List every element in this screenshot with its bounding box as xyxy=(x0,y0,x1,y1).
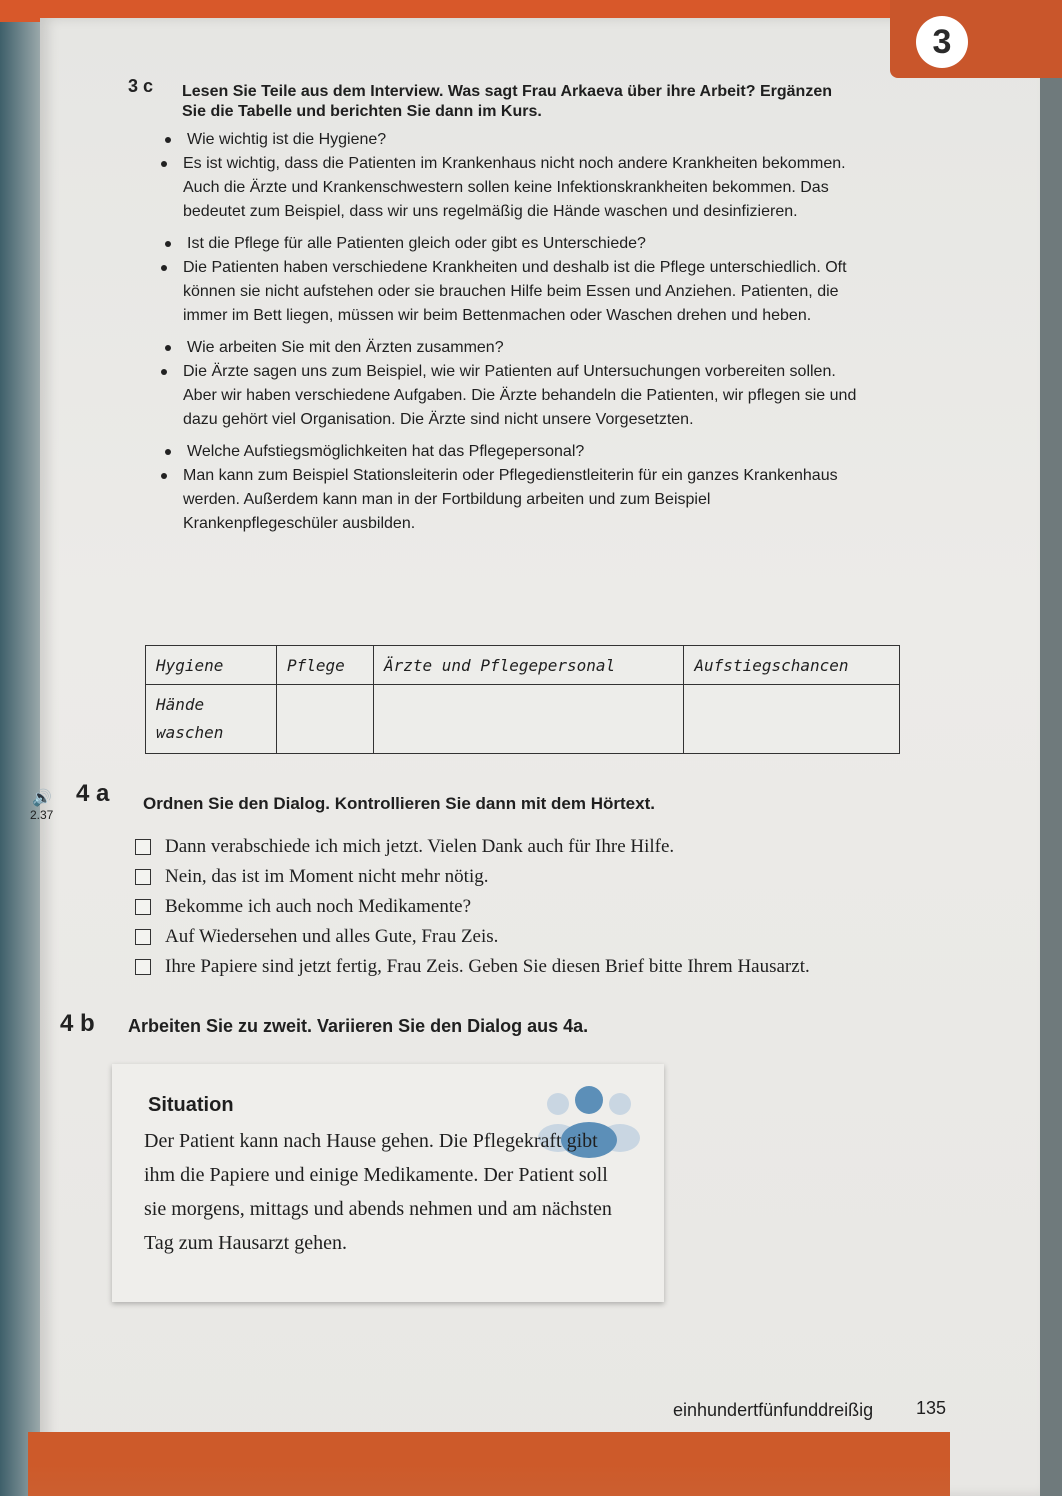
exercise-4a-number: 4 a xyxy=(76,780,110,807)
exercise-3c-instruction: Lesen Sie Teile aus dem Interview. Was sagt Frau Arkaeva über ihre Arbeit? Ergänzen Sie die Tabelle und berichten Sie dann im Kurs. xyxy=(182,83,832,120)
interview-item xyxy=(165,128,865,224)
dialog-list xyxy=(135,832,915,982)
table-header: Hygiene xyxy=(146,646,277,685)
situation-card xyxy=(112,1064,664,1302)
book-edge xyxy=(0,0,40,1496)
exercise-4a-instruction: Ordnen Sie den Dialog. Kontrollieren Sie dann mit dem Hörtext. xyxy=(143,794,655,813)
order-checkbox[interactable] xyxy=(135,959,151,975)
interview-answer: Man kann zum Beispiel Stationsleiterin oder Pflegedienstleiterin für ein ganzes Krankenhaus werden. Außerdem kann man in der Fortbildung arbeiten und zum Beispiel Krankenpflegeschüler ausbilden. xyxy=(161,464,865,536)
interview-list xyxy=(165,128,865,544)
situation-title: Situation xyxy=(148,1094,234,1116)
dialog-line xyxy=(135,862,915,892)
interview-answer: Die Ärzte sagen uns zum Beispiel, wie wir Patienten auf Untersuchungen vorbereiten sollen. Aber wir haben verschiedene Aufgaben. Die Ärzte behandeln die Patienten, wir pflegen sie und dazu gehört viel Organisation. Die Ärzte sind nicht unsere Vorgesetzten. xyxy=(161,360,865,432)
table-cell[interactable] xyxy=(373,685,683,754)
order-checkbox[interactable] xyxy=(135,929,151,945)
order-checkbox[interactable] xyxy=(135,839,151,855)
dialog-line xyxy=(135,832,915,862)
situation-text: Der Patient kann nach Hause gehen. Die Pflegekraft gibt ihm die Papiere und einige Medikamente. Der Patient soll sie morgens, mittags und abends nehmen und am nächsten Tag zum Hausarzt gehen. xyxy=(144,1130,612,1254)
dialog-line xyxy=(135,922,915,952)
exercise-4b-instruction: Arbeiten Sie zu zweit. Variieren Sie den Dialog aus 4a. xyxy=(128,1016,589,1036)
order-checkbox[interactable] xyxy=(135,869,151,885)
dialog-text: Ihre Papiere sind jetzt fertig, Frau Zeis. Geben Sie diesen Brief bitte Ihrem Hausarzt. xyxy=(165,956,810,977)
interview-item xyxy=(165,336,865,432)
table-header: Aufstiegschancen xyxy=(684,646,900,685)
exercise-4b-number: 4 b xyxy=(60,1010,95,1037)
interview-answer: Es ist wichtig, dass die Patienten im Krankenhaus nicht noch andere Krankheiten bekommen. Auch die Ärzte und Krankenschwestern sollen keine Infektionskrankheiten bekommen. Das bedeutet zum Beispiel, dass wir uns regelmäßig die Hände waschen und desinfizieren. xyxy=(161,152,865,224)
interview-item xyxy=(165,440,865,536)
table-row xyxy=(146,685,900,754)
exercise-3c-number: 3 c xyxy=(128,76,154,96)
table-header-row xyxy=(146,646,900,685)
dialog-text: Bekomme ich auch noch Medikamente? xyxy=(165,896,472,917)
interview-question: Wie wichtig ist die Hygiene? xyxy=(165,128,865,152)
dialog-text: Auf Wiedersehen und alles Gute, Frau Zeis. xyxy=(165,926,499,947)
table-cell[interactable] xyxy=(684,685,900,754)
interview-question: Wie arbeiten Sie mit den Ärzten zusammen? xyxy=(165,336,865,360)
table-header: Ärzte und Pflegepersonal xyxy=(373,646,683,685)
order-checkbox[interactable] xyxy=(135,899,151,915)
footer-band xyxy=(28,1432,950,1496)
interview-question: Ist die Pflege für alle Patienten gleich oder gibt es Unterschiede? xyxy=(165,232,865,256)
interview-answer: Die Patienten haben verschiedene Krankheiten und deshalb ist die Pflege unterschiedlich. Oft können sie nicht aufstehen oder sie brauchen Hilfe beim Essen und Anziehen. Patienten, die immer im Bett liegen, müssen wir beim Bettenmachen oder Waschen drehen und heben. xyxy=(161,256,865,328)
audio-speaker-icon[interactable]: 🔊 xyxy=(32,790,52,807)
interview-question: Welche Aufstiegsmöglichkeiten hat das Pflegepersonal? xyxy=(165,440,865,464)
page-number: 135 xyxy=(916,1398,947,1418)
dialog-line xyxy=(135,952,915,982)
dialog-text: Dann verabschiede ich mich jetzt. Vielen Dank auch für Ihre Hilfe. xyxy=(165,836,675,857)
table-cell[interactable]: Hände waschen xyxy=(146,685,277,754)
audio-track-number: 2.37 xyxy=(30,808,54,822)
page-number-words: einhundertfünfunddreißig xyxy=(673,1400,874,1420)
table-header: Pflege xyxy=(277,646,374,685)
table-cell[interactable] xyxy=(277,685,374,754)
interview-item xyxy=(165,232,865,328)
dialog-text: Nein, das ist im Moment nicht mehr nötig. xyxy=(165,866,489,887)
chapter-number: 3 xyxy=(916,16,968,68)
fill-in-table xyxy=(145,645,900,754)
dialog-line xyxy=(135,892,915,922)
